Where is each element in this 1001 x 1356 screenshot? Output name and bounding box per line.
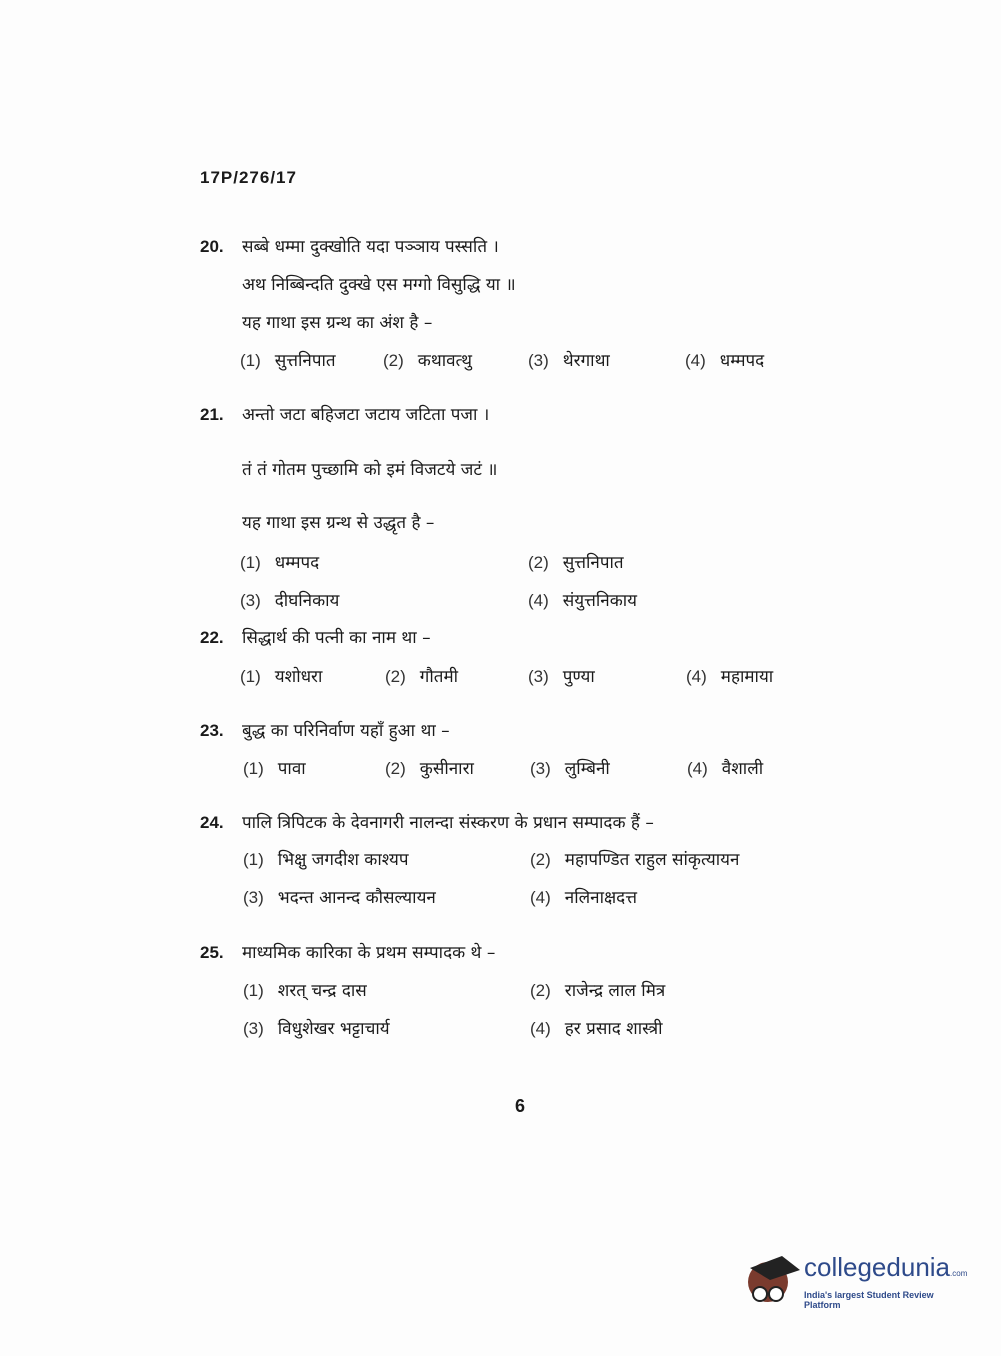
option-number: (2) — [385, 759, 406, 778]
option-number: (2) — [383, 351, 404, 370]
answer-option[interactable] — [528, 551, 624, 575]
option-number: (2) — [530, 850, 551, 869]
option-text: पुण्या — [562, 667, 595, 687]
question-text: यह गाथा इस ग्रन्थ से उद्धृत है – — [242, 513, 435, 533]
option-text: महामाया — [720, 667, 774, 687]
answer-option[interactable] — [530, 979, 665, 1003]
answer-option[interactable] — [687, 757, 763, 781]
paper-code: 17P/276/17 — [200, 168, 297, 187]
answer-option[interactable] — [686, 665, 773, 689]
answer-option[interactable] — [243, 979, 367, 1003]
question-text: बुद्ध का परिनिर्वाण यहाँ हुआ था – — [242, 721, 450, 741]
question-number: 25. — [200, 943, 224, 962]
answer-option[interactable] — [385, 757, 474, 781]
option-number: (1) — [240, 553, 261, 572]
option-number: (2) — [528, 553, 549, 572]
option-text: भदन्त आनन्द कौसल्यायन — [277, 888, 436, 908]
option-number: (1) — [240, 667, 261, 686]
answer-option[interactable] — [530, 1017, 663, 1041]
question-text: सब्बे धम्मा दुक्खोति यदा पञ्ञाय पस्सति । — [242, 237, 499, 257]
question-number: 22. — [200, 628, 224, 647]
brand-tagline: India's largest Student Review Platform — [804, 1290, 934, 1310]
option-number: (3) — [240, 591, 261, 610]
question-text: तं तं गोतम पुच्छामि को इमं विजटये जटं ॥ — [242, 460, 498, 480]
answer-option[interactable] — [530, 757, 610, 781]
option-number: (3) — [530, 759, 551, 778]
answer-option[interactable] — [685, 349, 764, 373]
option-number: (2) — [385, 667, 406, 686]
answer-option[interactable] — [243, 886, 436, 910]
option-text: संयुत्तनिकाय — [562, 591, 638, 611]
question-number: 24. — [200, 813, 224, 832]
option-number: (1) — [243, 981, 264, 1000]
question-text: अथ निब्बिन्दति दुक्खे एस मग्गो विसुद्धि या ॥ — [242, 275, 516, 295]
option-text: महापण्डित राहुल सांकृत्यायन — [564, 850, 740, 870]
option-text: लुम्बिनी — [564, 759, 610, 779]
answer-option[interactable] — [385, 665, 458, 689]
option-number: (4) — [528, 591, 549, 610]
option-number: (1) — [243, 850, 264, 869]
answer-option[interactable] — [383, 349, 472, 373]
answer-option[interactable] — [530, 848, 739, 872]
question-number: 21. — [200, 405, 224, 424]
answer-option[interactable] — [240, 349, 336, 373]
answer-option[interactable] — [240, 551, 319, 575]
question-number: 23. — [200, 721, 224, 740]
answer-option[interactable] — [528, 589, 637, 613]
option-number: (4) — [530, 888, 551, 907]
option-number: (4) — [685, 351, 706, 370]
answer-option[interactable] — [528, 665, 595, 689]
option-number: (4) — [687, 759, 708, 778]
answer-option[interactable] — [240, 589, 339, 613]
option-text: सुत्तनिपात — [274, 351, 336, 371]
option-text: विधुशेखर भट्टाचार्य — [277, 1019, 390, 1039]
option-text: दीघनिकाय — [274, 591, 340, 611]
option-number: (4) — [530, 1019, 551, 1038]
option-text: गौतमी — [419, 667, 459, 687]
mascot-icon — [742, 1250, 802, 1310]
option-number: (3) — [528, 351, 549, 370]
option-text: पावा — [277, 759, 306, 779]
answer-option[interactable] — [528, 349, 610, 373]
option-text: धम्मपद — [274, 553, 320, 573]
question-number: 20. — [200, 237, 224, 256]
option-text: सुत्तनिपात — [562, 553, 624, 573]
brand-name: collegedunia.com — [804, 1252, 968, 1282]
option-text: नलिनाक्षदत्त — [564, 888, 637, 908]
question-text: माध्यमिक कारिका के प्रथम सम्पादक थे – — [242, 943, 496, 963]
option-text: वैशाली — [721, 759, 764, 779]
option-text: राजेन्द्र लाल मित्र — [564, 981, 666, 1001]
question-text: यह गाथा इस ग्रन्थ का अंश है – — [242, 313, 433, 333]
answer-option[interactable] — [243, 1017, 390, 1041]
question-text: अन्तो जटा बहिजटा जटाय जटिता पजा । — [242, 405, 490, 425]
option-number: (3) — [528, 667, 549, 686]
option-number: (3) — [243, 1019, 264, 1038]
question-text: पालि त्रिपिटक के देवनागरी नालन्दा संस्करण के प्रधान सम्पादक हैं – — [242, 813, 654, 833]
answer-option[interactable] — [243, 757, 306, 781]
answer-option[interactable] — [243, 848, 409, 872]
option-text: शरत् चन्द्र दास — [277, 981, 367, 1001]
question-text: सिद्धार्थ की पत्नी का नाम था – — [242, 628, 431, 648]
option-number: (2) — [530, 981, 551, 1000]
option-text: हर प्रसाद शास्त्री — [564, 1019, 663, 1039]
option-number: (4) — [686, 667, 707, 686]
option-text: कुसीनारा — [419, 759, 474, 779]
page-number: 6 — [515, 1096, 526, 1116]
option-text: भिक्षु जगदीश काश्यप — [277, 850, 409, 870]
option-number: (1) — [243, 759, 264, 778]
option-text: यशोधरा — [274, 667, 323, 687]
option-text: कथावत्थु — [417, 351, 473, 371]
option-text: धम्मपद — [719, 351, 765, 371]
option-number: (1) — [240, 351, 261, 370]
collegedunia-logo — [742, 1250, 972, 1310]
answer-option[interactable] — [530, 886, 637, 910]
answer-option[interactable] — [240, 665, 322, 689]
option-number: (3) — [243, 888, 264, 907]
option-text: थेरगाथा — [562, 351, 610, 371]
